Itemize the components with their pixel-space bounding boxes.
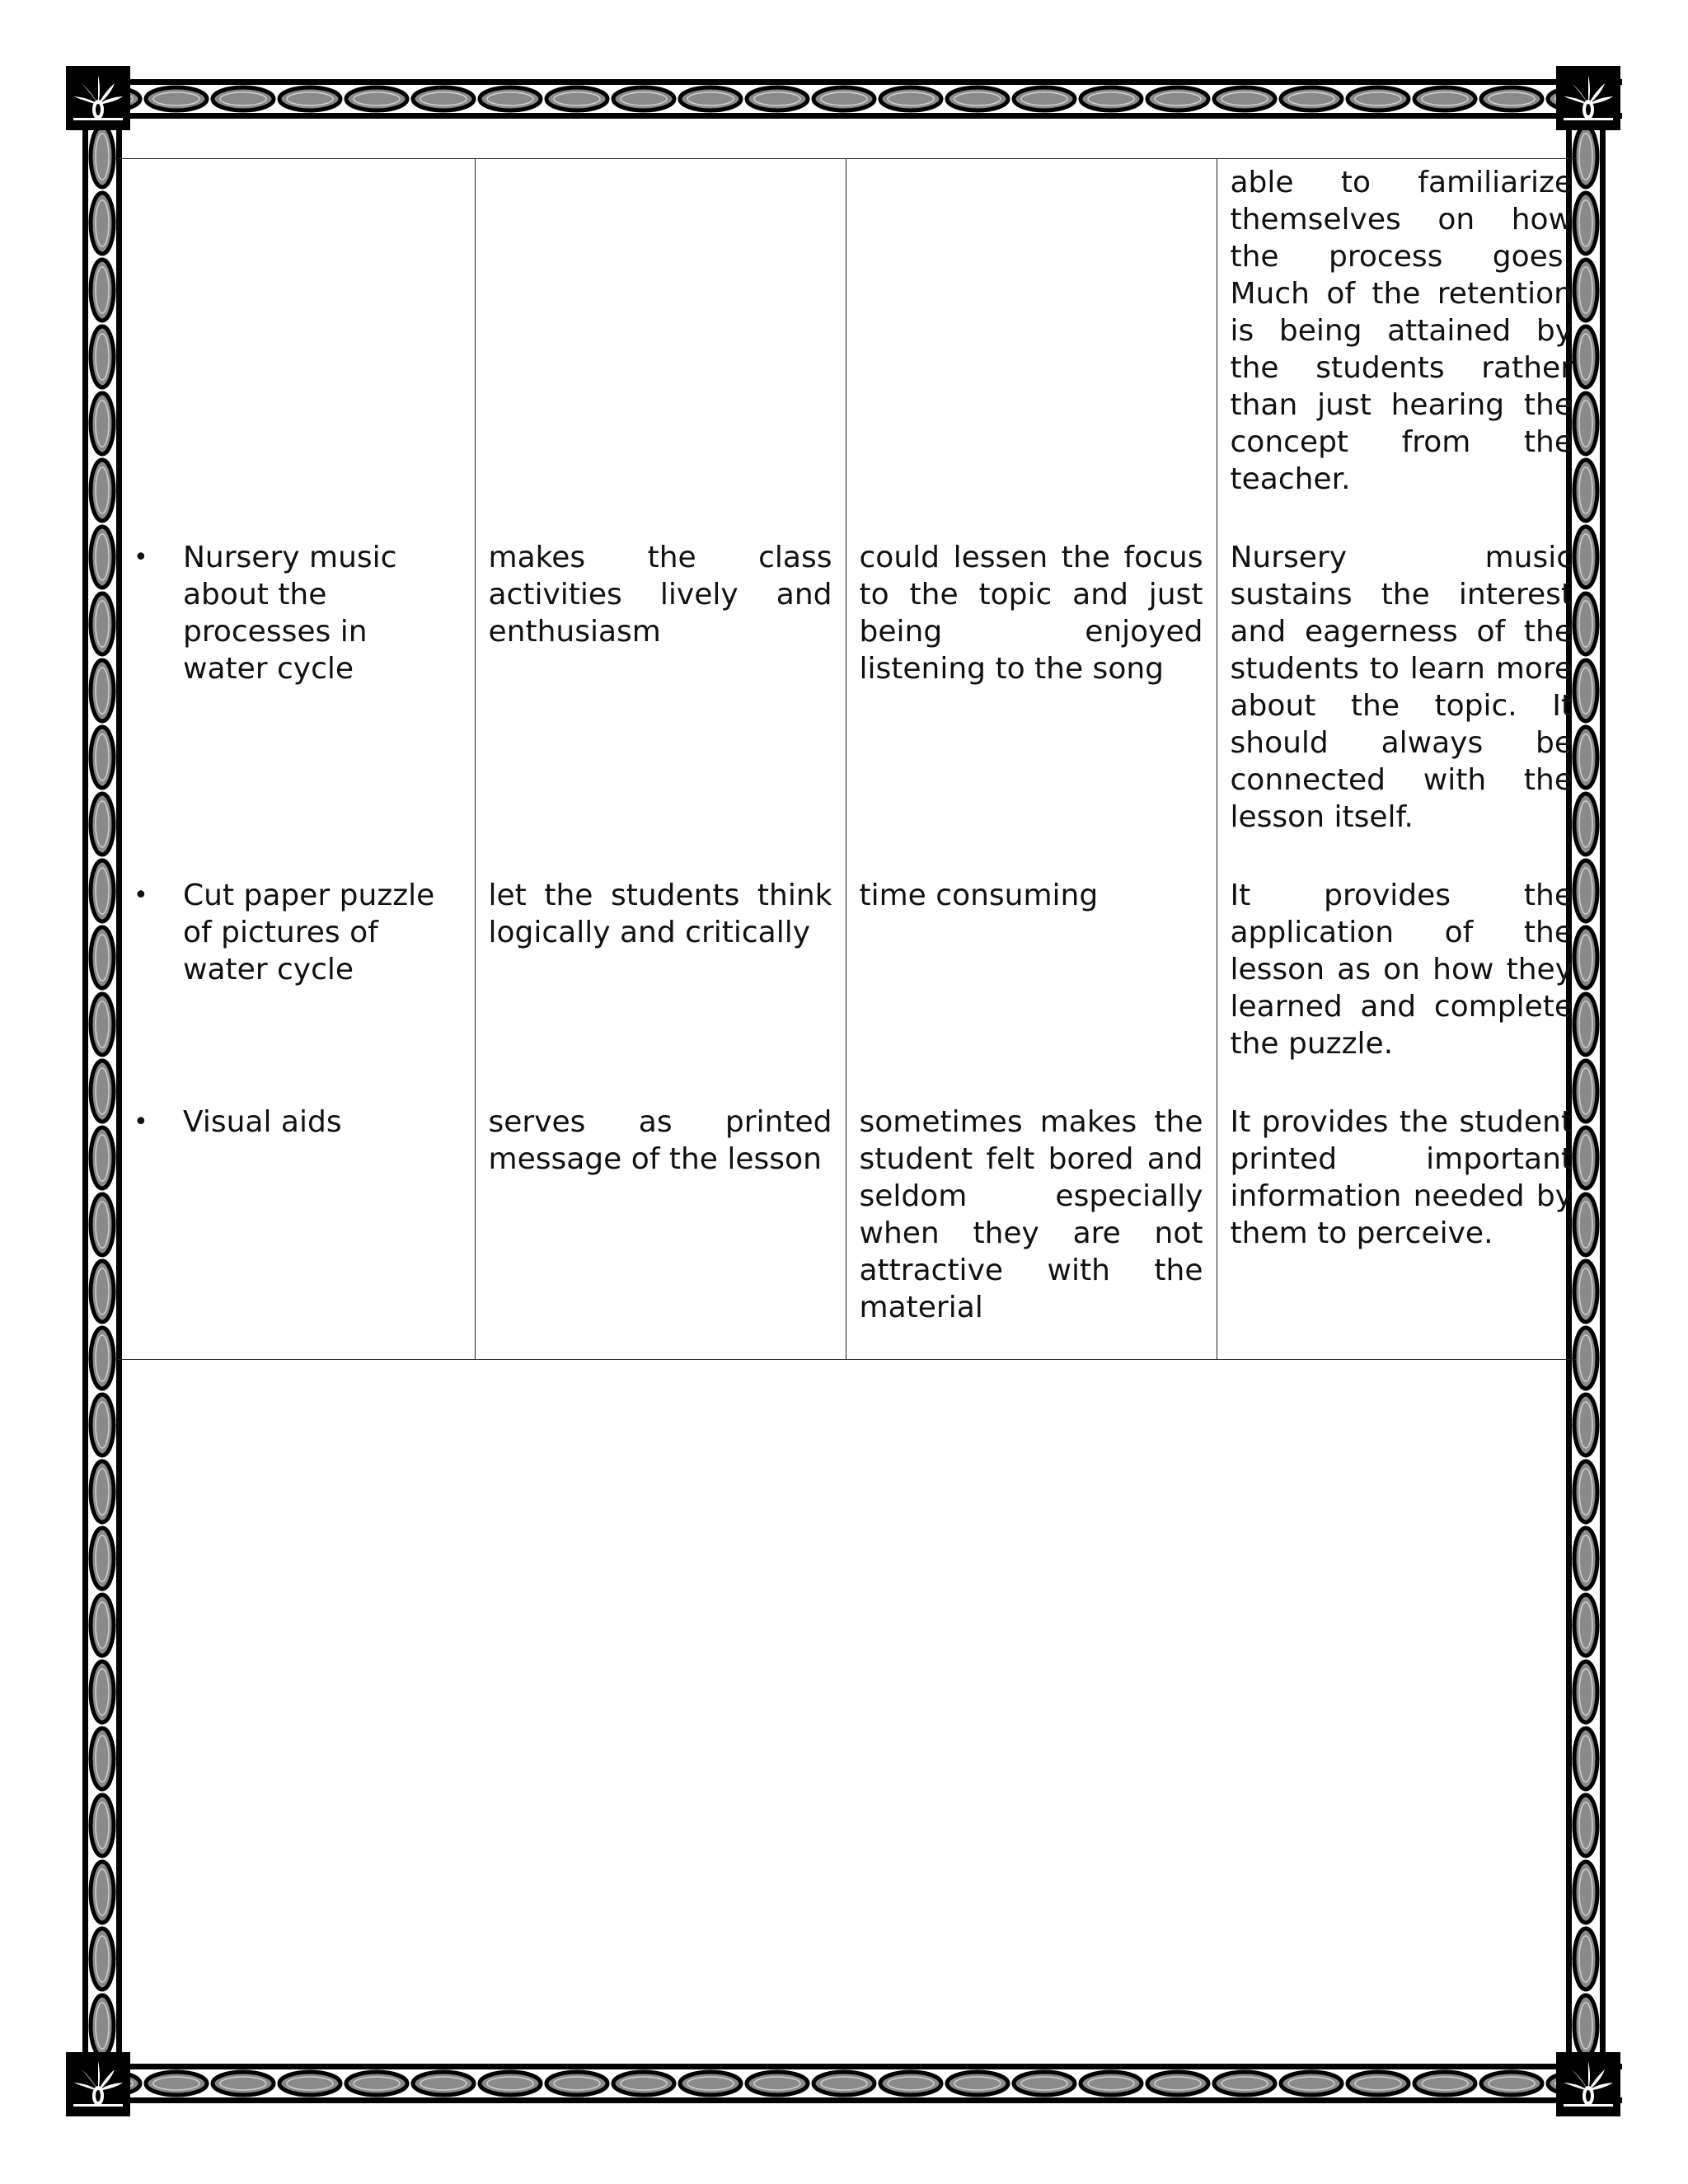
advantage-cell: let the students think logically and critically: [475, 872, 846, 1099]
corner-ornament-bottom-right-icon: [1556, 2052, 1620, 2116]
remarks-cell: It provides the application of the lesson as on how they learned and complete the puzzle.: [1217, 872, 1576, 1099]
corner-ornament-bottom-left-icon: [66, 2052, 130, 2116]
corner-ornament-top-left-icon: [66, 66, 130, 130]
frame-bottom-border: [66, 2062, 1622, 2105]
table-row: [115, 1099, 1576, 1360]
bullet-icon: •: [134, 1108, 148, 1137]
table-row: [115, 534, 1576, 872]
advantage-cell: makes the class activities lively and enthusiasm: [475, 534, 846, 872]
advantage-cell: [475, 159, 846, 535]
disadvantage-cell: could lessen the focus to the topic and just being enjoyed listening to the song: [846, 534, 1217, 872]
disadvantage-cell: time consuming: [846, 872, 1217, 1099]
bullet-icon: •: [134, 543, 148, 572]
materials-evaluation-table: [115, 158, 1576, 1360]
remarks-cell: able to familiarize themselves on how the process goes. Much of the retention is being attained by the students rather than just hearing the concept from the teacher.: [1217, 159, 1576, 535]
corner-ornament-top-right-icon: [1556, 66, 1620, 130]
item-text: Nursery music about the processes in water cycle: [183, 541, 397, 686]
disadvantage-cell: sometimes makes the student felt bored and seldom especially when they are not attractive with the material: [846, 1099, 1217, 1360]
bullet-icon: •: [134, 881, 148, 910]
table-row: [115, 159, 1576, 535]
remarks-cell: It provides the student printed important information needed by them to perceive.: [1217, 1099, 1576, 1360]
item-cell: [115, 1099, 475, 1360]
table-row: [115, 872, 1576, 1099]
item-text: Visual aids: [183, 1105, 342, 1139]
remarks-cell: Nursery music sustains the interest and eagerness of the students to learn more about the topic. It should always be connected with the lesson itself.: [1217, 534, 1576, 872]
advantage-cell: serves as printed message of the lesson: [475, 1099, 846, 1360]
frame-top-border: [66, 77, 1622, 120]
item-cell: [115, 159, 475, 535]
item-cell: [115, 872, 475, 1099]
item-cell: [115, 534, 475, 872]
disadvantage-cell: [846, 159, 1217, 535]
item-text: Cut paper puzzle of pictures of water cycle: [183, 879, 435, 987]
